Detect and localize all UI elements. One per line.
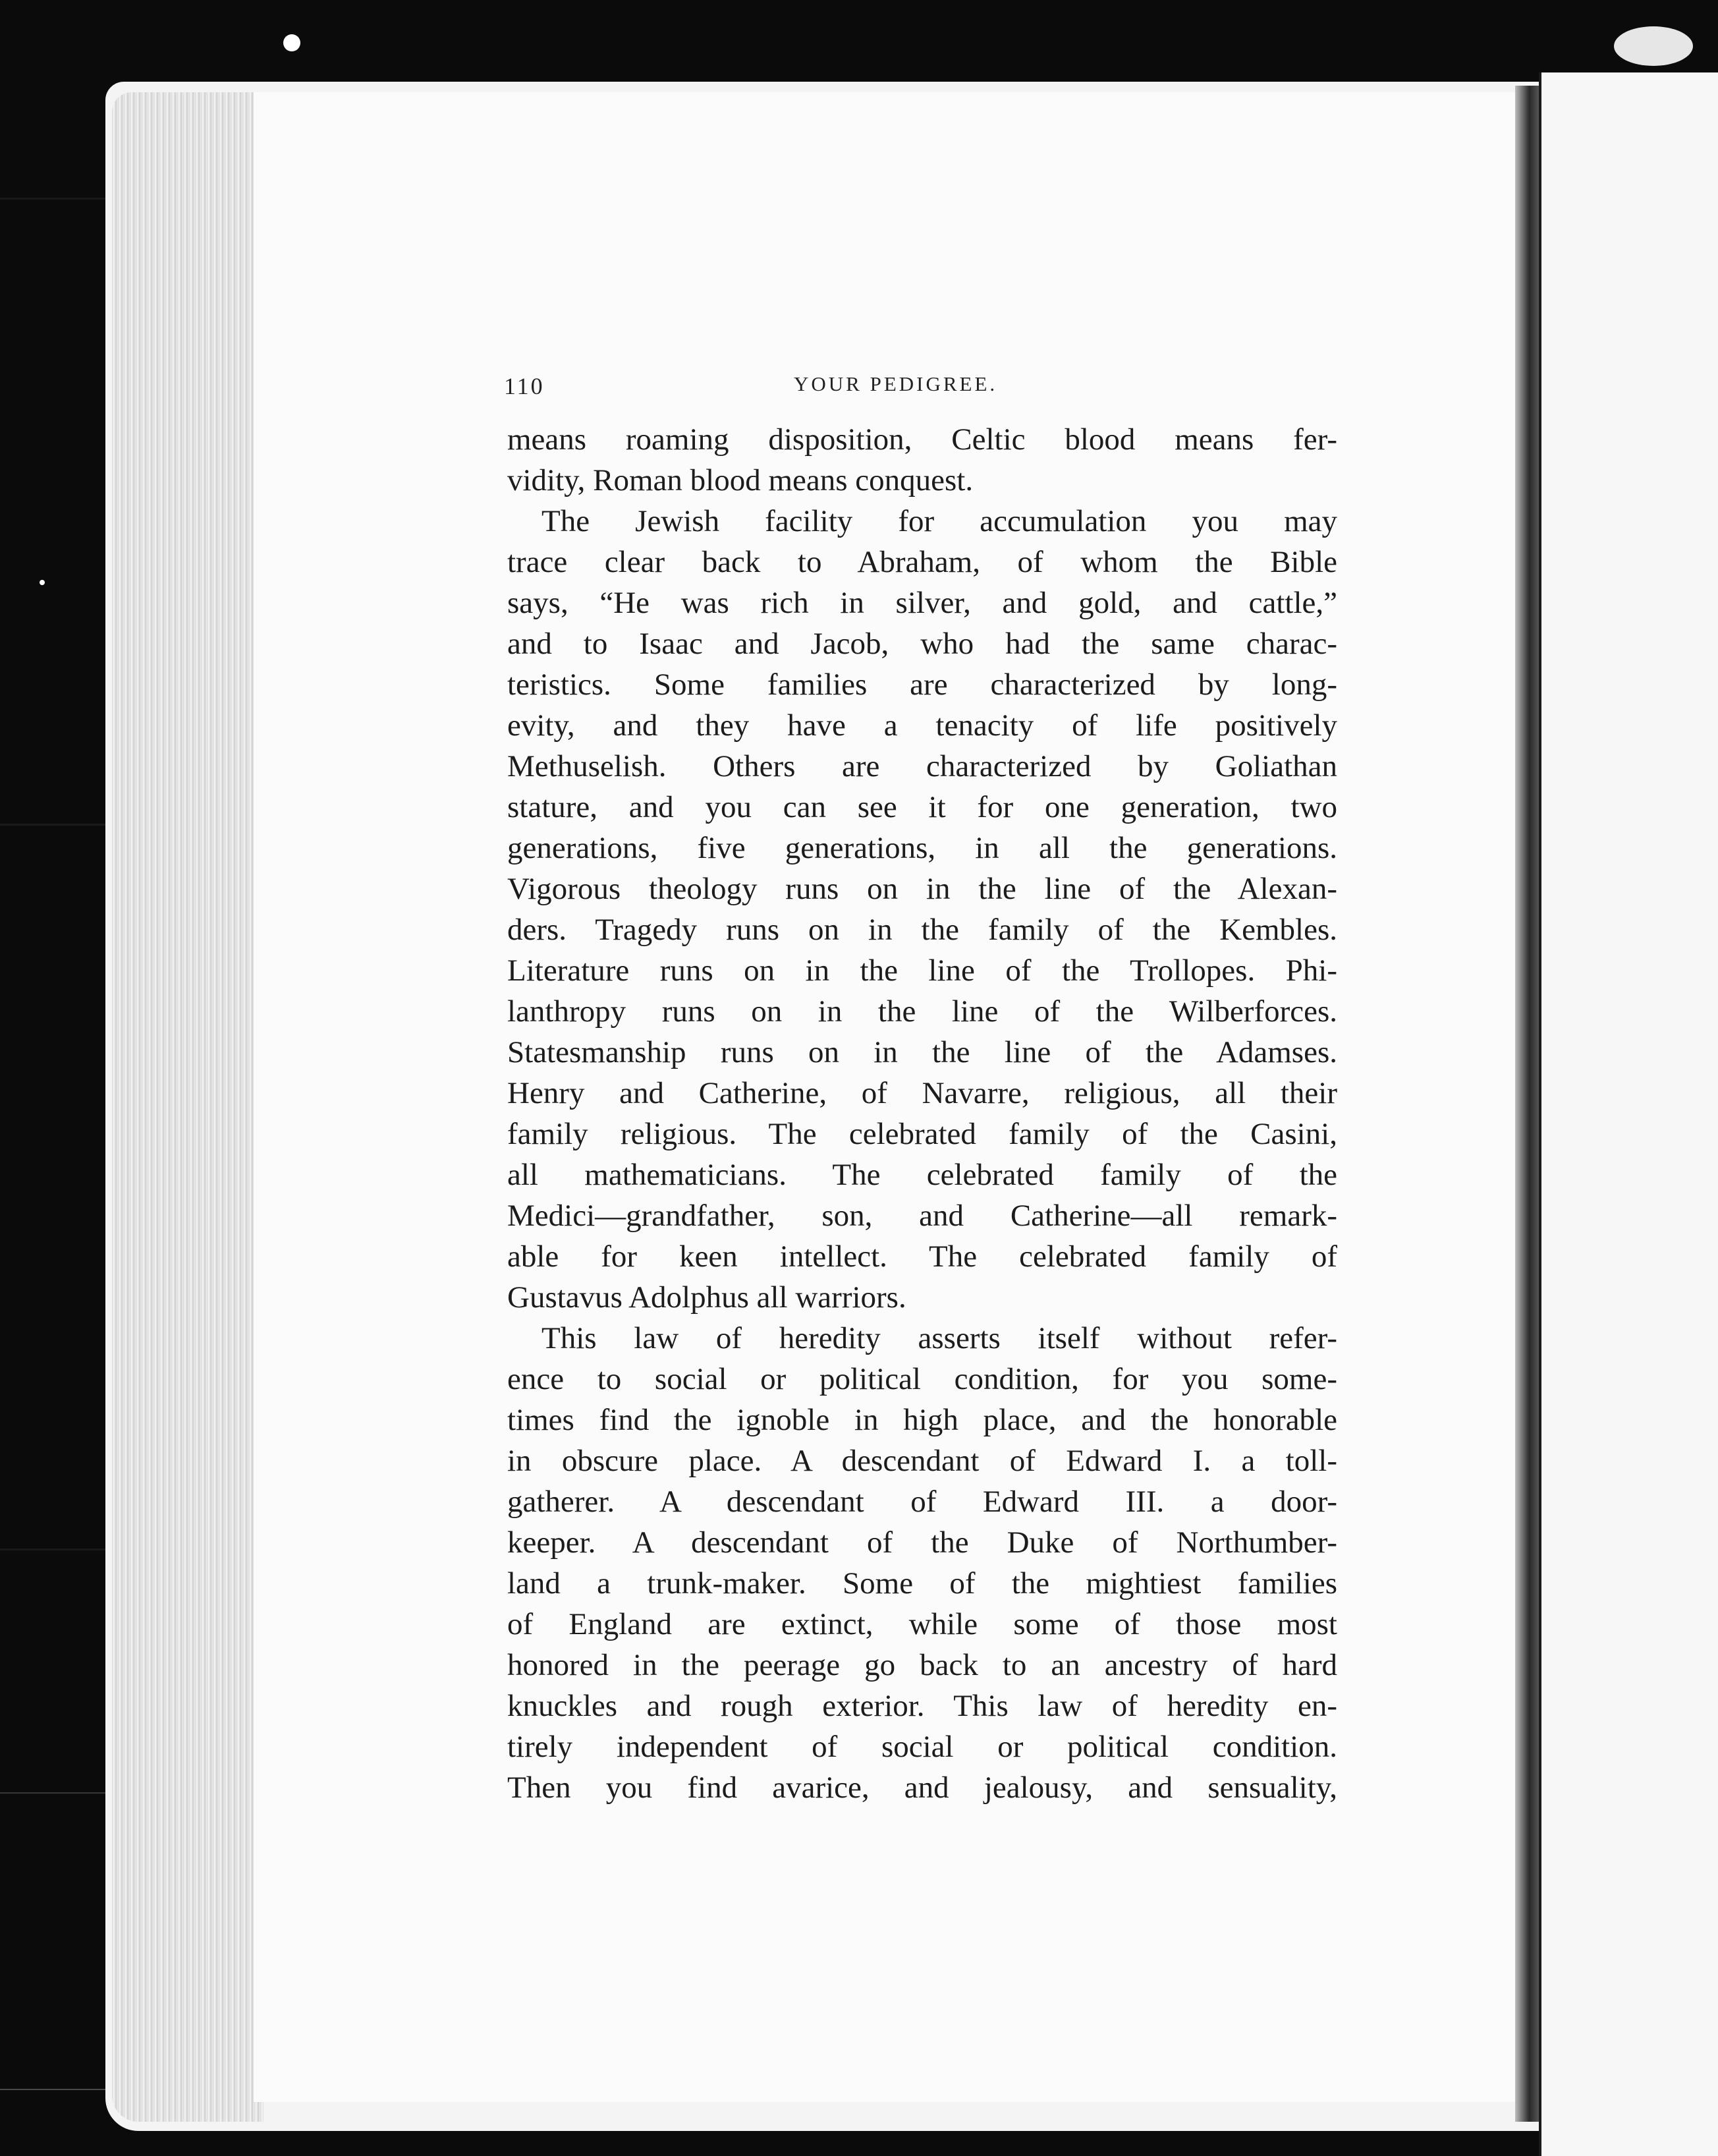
text-line: gatherer. A descendant of Edward III. a door- bbox=[507, 1485, 1337, 1519]
facing-page bbox=[1539, 72, 1718, 2156]
text-line: in obscure place. A descendant of Edward I. a toll- bbox=[507, 1444, 1337, 1478]
text-line: ence to social or political condition, for you some- bbox=[507, 1362, 1337, 1396]
text-line: knuckles and rough exterior. This law of heredity en- bbox=[507, 1689, 1337, 1723]
book-gutter bbox=[1515, 86, 1539, 2122]
text-line: honored in the peerage go back to an ancestry of hard bbox=[507, 1648, 1337, 1682]
text-line: Henry and Catherine, of Navarre, religious, all their bbox=[507, 1076, 1337, 1110]
text-line: times find the ignoble in high place, and the honorable bbox=[507, 1403, 1337, 1437]
cover-texture bbox=[0, 824, 105, 826]
text-line: Medici—grandfather, son, and Catherine—all remark- bbox=[507, 1199, 1337, 1233]
text-line: ders. Tragedy runs on in the family of the Kembles. bbox=[507, 913, 1337, 947]
text-line: tirely independent of social or political condition. bbox=[507, 1730, 1337, 1764]
dust-speck bbox=[283, 34, 300, 51]
text-line: Literature runs on in the line of the Trollopes. Phi- bbox=[507, 953, 1337, 988]
text-line: means roaming disposition, Celtic blood means fer- bbox=[507, 422, 1337, 457]
body-text bbox=[507, 419, 1337, 1808]
dust-speck bbox=[1614, 26, 1693, 66]
text-line: stature, and you can see it for one generation, two bbox=[507, 790, 1337, 824]
cover-texture bbox=[0, 1548, 109, 1550]
page-edges bbox=[112, 92, 263, 2122]
text-line: vidity, Roman blood means conquest. bbox=[507, 463, 974, 497]
text-line: keeper. A descendant of the Duke of Northumber- bbox=[507, 1525, 1337, 1560]
text-line: of England are extinct, while some of those most bbox=[507, 1607, 1337, 1641]
cover-texture bbox=[0, 198, 112, 200]
running-head bbox=[504, 372, 1334, 412]
text-line: and to Isaac and Jacob, who had the same charac- bbox=[507, 627, 1337, 661]
text-line: Vigorous theology runs on in the line of the Alexan- bbox=[507, 872, 1337, 906]
text-line: family religious. The celebrated family of the Casini, bbox=[507, 1117, 1337, 1151]
text-line: generations, five generations, in all the generations. bbox=[507, 831, 1337, 865]
text-line: trace clear back to Abraham, of whom the Bible bbox=[507, 545, 1337, 579]
text-line: The Jewish facility for accumulation you may bbox=[541, 504, 1337, 538]
text-line: says, “He was rich in silver, and gold, and cattle,” bbox=[507, 586, 1337, 620]
text-line: lanthropy runs on in the line of the Wilberforces. bbox=[507, 994, 1337, 1029]
text-line: Methuselish. Others are characterized by Goliathan bbox=[507, 749, 1337, 783]
text-line: Gustavus Adolphus all warriors. bbox=[507, 1280, 906, 1315]
page-number: 110 bbox=[504, 373, 545, 399]
running-title: YOUR PEDIGREE. bbox=[794, 372, 998, 395]
text-line: Statesmanship runs on in the line of the Adamses. bbox=[507, 1035, 1337, 1069]
text-line: all mathematicians. The celebrated family of the bbox=[507, 1158, 1337, 1192]
text-line: able for keen intellect. The celebrated family of bbox=[507, 1239, 1337, 1274]
text-line: teristics. Some families are characterized by long- bbox=[507, 667, 1337, 702]
text-line: This law of heredity asserts itself without refer- bbox=[541, 1321, 1337, 1355]
dust-speck bbox=[40, 580, 45, 585]
text-line: Then you find avarice, and jealousy, and sensuality, bbox=[507, 1771, 1337, 1805]
text-line: land a trunk-maker. Some of the mightiest families bbox=[507, 1566, 1337, 1601]
text-line: evity, and they have a tenacity of life positively bbox=[507, 708, 1337, 743]
